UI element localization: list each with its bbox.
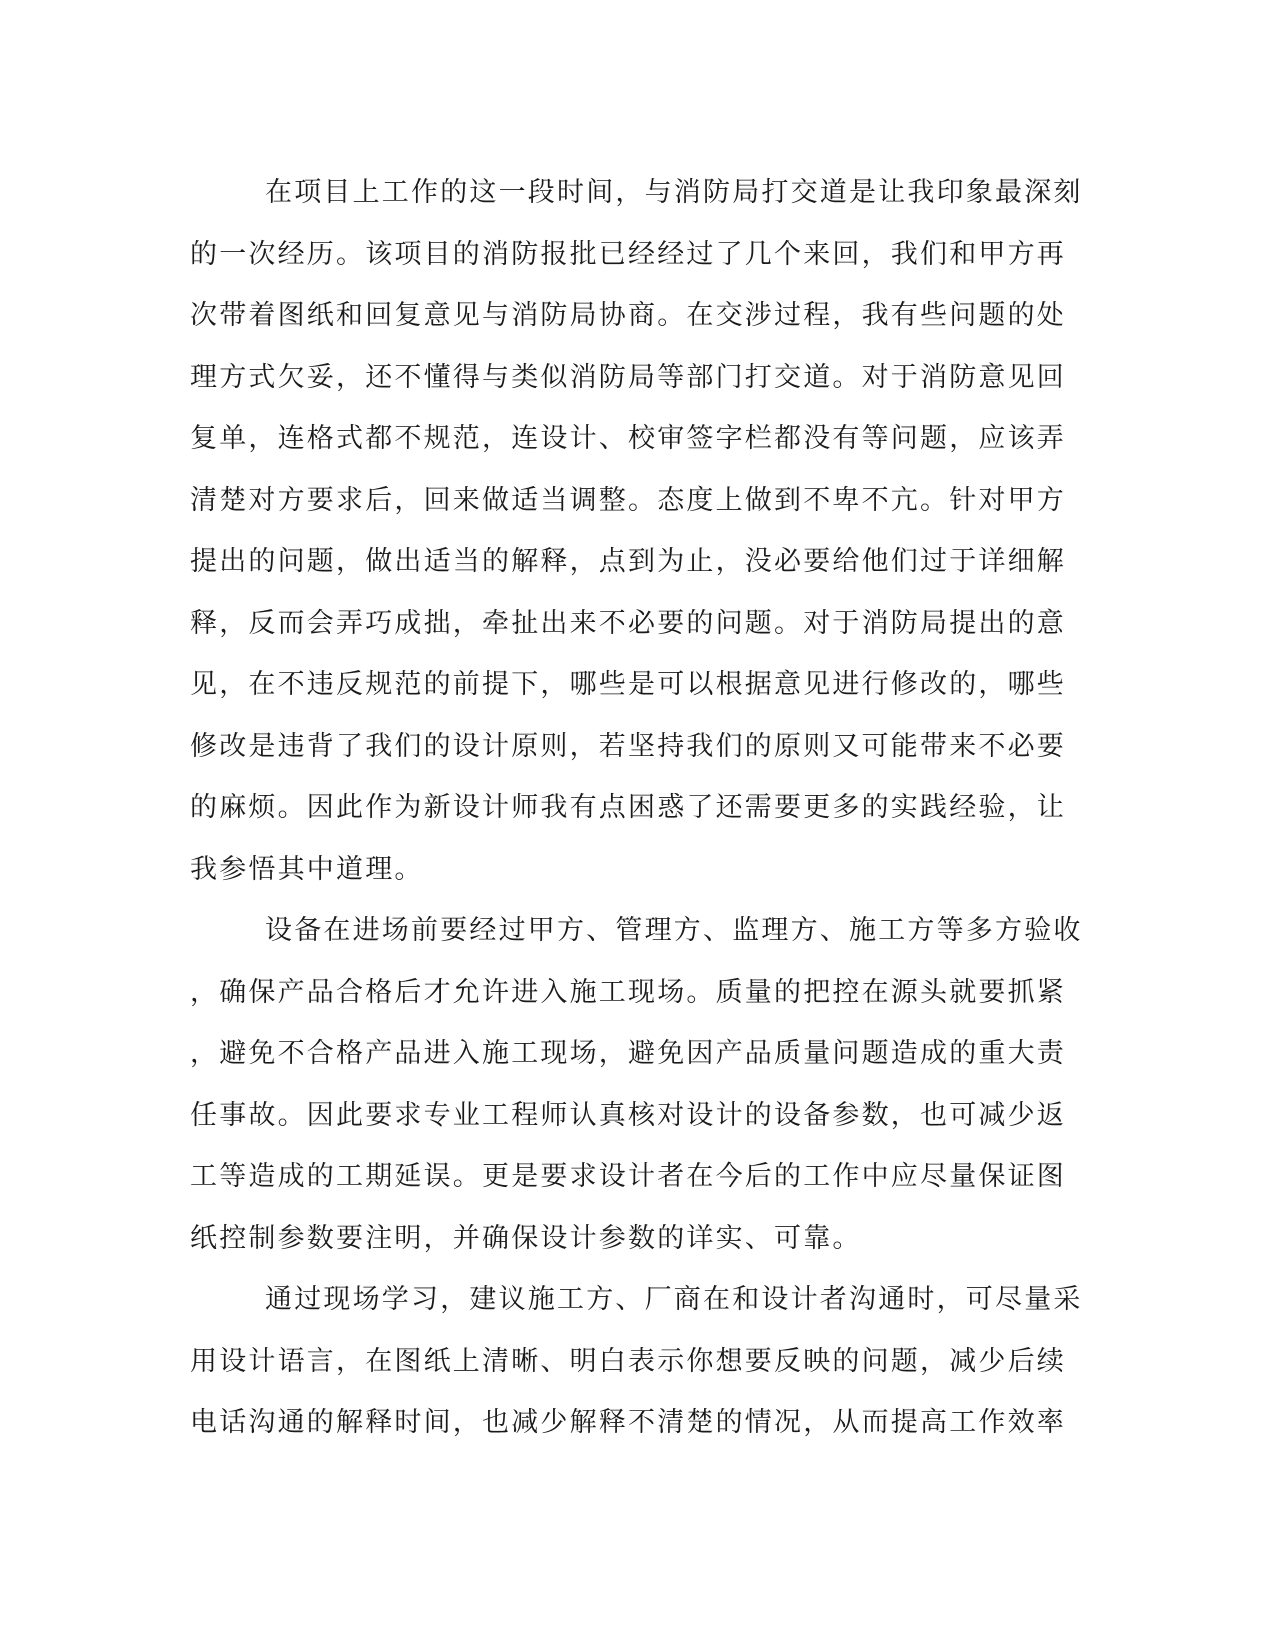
paragraph-1 — [190, 162, 1085, 900]
paragraph-line: 电话沟通的解释时间，也减少解释不清楚的情况，从而提高工作效率 — [190, 1407, 1066, 1438]
paragraph-line: 清楚对方要求后，回来做适当调整。态度上做到不卑不亢。针对甲方 — [190, 484, 1066, 516]
paragraph-line: 我参悟其中道理。 — [190, 853, 424, 885]
paragraph-line: 工等造成的工期延误。更是要求设计者在今后的工作中应尽量保证图 — [190, 1161, 1066, 1192]
paragraph-line: ，避免不合格产品进入施工现场，避免因产品质量问题造成的重大责 — [190, 1038, 1066, 1069]
paragraph-line: 复单，连格式都不规范，连设计、校审签字栏都没有等问题，应该弄 — [190, 423, 1066, 454]
document-body — [190, 162, 1085, 1454]
paragraph-line: 的一次经历。该项目的消防报批已经经过了几个来回，我们和甲方再 — [190, 238, 1066, 270]
paragraph-line: 纸控制参数要注明，并确保设计参数的详实、可靠。 — [190, 1222, 862, 1254]
paragraph-line: 释，反而会弄巧成拙，牵扯出来不必要的问题。对于消防局提出的意 — [190, 607, 1066, 639]
paragraph-line: 次带着图纸和回复意见与消防局协商。在交涉过程，我有些问题的处 — [190, 300, 1066, 331]
paragraph-line: 设备在进场前要经过甲方、管理方、监理方、施工方等多方验收 — [265, 915, 1083, 946]
paragraph-line: ，确保产品合格后才允许进入施工现场。质量的把控在源头就要抓紧 — [190, 976, 1066, 1008]
paragraph-line: 通过现场学习，建议施工方、厂商在和设计者沟通时，可尽量采 — [265, 1284, 1083, 1315]
paragraph-line: 任事故。因此要求专业工程师认真核对设计的设备参数，也可减少返 — [190, 1099, 1066, 1131]
paragraph-line: 在项目上工作的这一段时间，与消防局打交道是让我印象最深刻 — [265, 177, 1083, 208]
paragraph-2 — [190, 900, 1085, 1269]
paragraph-line: 见，在不违反规范的前提下，哪些是可以根据意见进行修改的，哪些 — [190, 669, 1066, 700]
paragraph-line: 提出的问题，做出适当的解释，点到为止，没必要给他们过于详细解 — [190, 546, 1066, 577]
paragraph-3 — [190, 1269, 1085, 1454]
paragraph-line: 修改是违背了我们的设计原则，若坚持我们的原则又可能带来不必要 — [190, 730, 1066, 762]
paragraph-line: 用设计语言，在图纸上清晰、明白表示你想要反映的问题，减少后续 — [190, 1345, 1066, 1377]
paragraph-line: 的麻烦。因此作为新设计师我有点困惑了还需要更多的实践经验，让 — [190, 792, 1066, 823]
paragraph-line: 理方式欠妥，还不懂得与类似消防局等部门打交道。对于消防意见回 — [190, 361, 1066, 393]
